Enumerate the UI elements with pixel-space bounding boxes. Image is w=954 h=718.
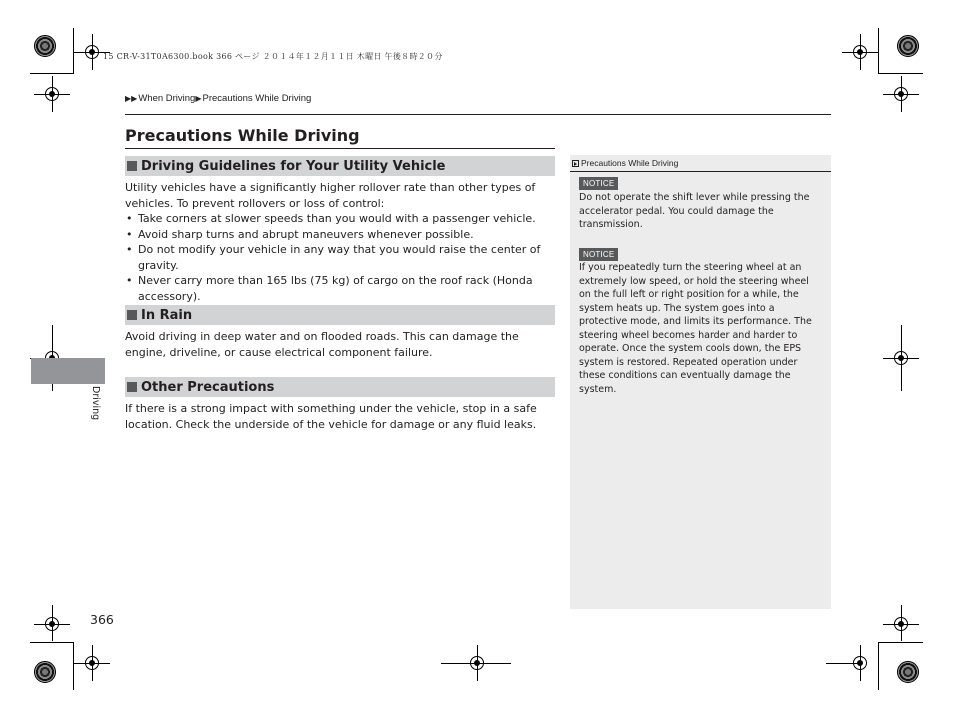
notes-sidebar <box>570 155 831 609</box>
section-header <box>125 377 555 397</box>
breadcrumb-item[interactable]: Precautions While Driving <box>202 93 312 104</box>
section-header <box>125 305 555 325</box>
breadcrumb-item[interactable]: When Driving <box>138 93 196 104</box>
section-marker-icon <box>127 161 137 171</box>
section-header <box>125 156 555 176</box>
page-title: Precautions While Driving <box>125 126 360 145</box>
title-rule <box>125 148 555 149</box>
double-arrow-icon: ▶▶ <box>125 94 138 103</box>
section-title: In Rain <box>141 307 193 323</box>
section-body: Avoid driving in deep water and on flooded roads. This can damage the engine, driveline, or cause electrical component failure. <box>125 330 519 359</box>
color-dial-icon <box>897 35 919 57</box>
section-title: Driving Guidelines for Your Utility Vehicle <box>141 158 446 174</box>
color-dial-icon <box>34 35 56 57</box>
arrow-icon: ▶ <box>195 94 202 103</box>
sidebar-heading-text: Precautions While Driving <box>581 157 679 168</box>
list-item: • Never carry more than 165 lbs (75 kg) of cargo on the roof rack (Honda accessory). <box>125 273 560 304</box>
list-item: • Take corners at slower speeds than you would with a passenger vehicle. <box>125 211 560 227</box>
reference-icon <box>572 160 579 167</box>
chapter-tab-label: Driving <box>90 386 101 421</box>
page-number: 366 <box>90 612 114 627</box>
chapter-tab[interactable] <box>31 358 105 384</box>
section-body: If there is a strong impact with something under the vehicle, stop in a safe location. Check the underside of the vehicle for damage or any fluid leaks. <box>125 402 537 431</box>
color-dial-icon <box>34 661 56 683</box>
section-marker-icon <box>127 382 137 392</box>
notice-text: Do not operate the shift lever while pressing the accelerator pedal. You could damage the transmission. <box>579 192 810 230</box>
notice-text: If you repeatedly turn the steering wheel at an extremely low speed, or hold the steering wheel on the full left or right position for a while, the system heats up. The system goes into a protective mode, and limits its performance. The steering wheel becomes harder and harder to operate. Once the system cools down, the EPS system is restored. Repeated operation under these conditions can eventually damage the system. <box>579 262 812 395</box>
breadcrumb <box>125 93 311 104</box>
section-body: Utility vehicles have a significantly higher rollover rate than other types of vehicles. To prevent rollovers or loss of control: <box>125 181 536 210</box>
file-header: 15 CR-V-31T0A6300.book 366 ページ ２０１４年１２月１１日 木曜日 午後８時２０分 <box>103 52 443 61</box>
list-item: • Avoid sharp turns and abrupt maneuvers whenever possible. <box>125 227 560 243</box>
list-item: • Do not modify your vehicle in any way that you would raise the center of gravity. <box>125 242 560 273</box>
sidebar-heading <box>570 155 831 172</box>
header-rule <box>125 114 831 115</box>
notice-badge: NOTICE <box>579 177 618 190</box>
color-dial-icon <box>897 661 919 683</box>
section-marker-icon <box>127 310 137 320</box>
notice-badge: NOTICE <box>579 248 618 261</box>
section-title: Other Precautions <box>141 379 275 395</box>
bullet-list <box>125 211 560 304</box>
